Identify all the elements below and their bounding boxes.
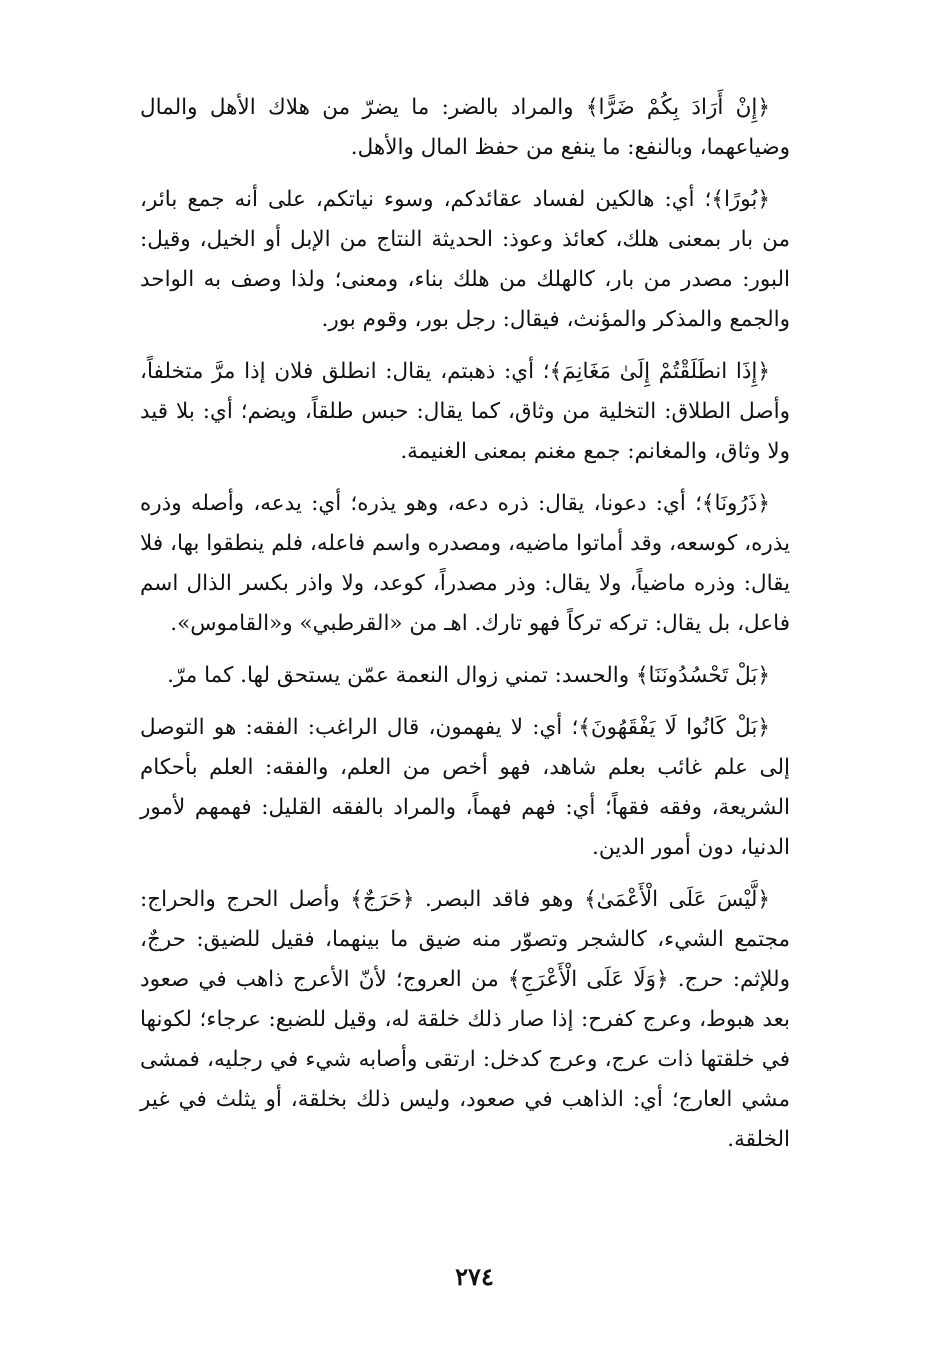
paragraph-1: ﴿إِنْ أَرَادَ بِكُمْ ضَرًّا﴾ والمراد بالضر: ما يضرّ من هلاك الأهل والمال وضياعهما، وبالنفع: ما ينفع من حفظ المال والأهل. bbox=[140, 95, 790, 160]
paragraph-3: ﴿إِذَا انطَلَقْتُمْ إِلَىٰ مَغَانِمَ﴾؛ أي: ذهبتم، يقال: انطلق فلان إذا مرَّ متخلفاً، وأصل الطلاق: التخلية من وثاق، كما يقال: حبس طلقاً، ويضم؛ أي: بلا قيد ولا وثاق، والمغانم: جمع مغنم بمعنى الغنيمة. bbox=[140, 359, 790, 464]
page-number: ٢٧٤ bbox=[455, 1262, 494, 1291]
paragraph-6: ﴿بَلْ كَانُوا لَا يَفْقَهُونَ﴾؛ أي: لا يفهمون، قال الراغب: الفقه: هو التوصل إلى علم غائب بعلم شاهد، فهو أخص من العلم، والفقه: العلم بأحكام الشريعة، وفقه فقهاً؛ أي: فهم فهماً، والمراد بالفقه القليل: فهمهم لأمور الدنيا، دون أمور الدين. bbox=[140, 715, 790, 860]
paragraph-4: ﴿ذَرُونَا﴾؛ أي: دعونا، يقال: ذره دعه، وهو يذره؛ أي: يدعه، وأصله وذره يذره، كوسعه، وقد أماتوا ماضيه، ومصدره واسم فاعله، فلم ينطقوا بها، فلا يقال: وذره ماضياً، ولا يقال: وذر مصدراً، كوعد، ولا واذر بكسر الذال اسم فاعل، بل يقال: تركه تركاً فهو تارك. اهـ من «القرطبي» و«القاموس». bbox=[140, 491, 790, 636]
paragraph-5: ﴿بَلْ تَحْسُدُونَنَا﴾ والحسد: تمني زوال النعمة عمّن يستحق لها. كما مرّ. bbox=[167, 663, 770, 688]
paragraph-2: ﴿بُورًا﴾؛ أي: هالكين لفساد عقائدكم، وسوء نياتكم، على أنه جمع بائر، من بار بمعنى هلك، كعائذ وعوذ: الحديثة النتاج من الإبل أو الخيل، وقيل: البور: مصدر من بار، كالهلك من هلك بناء، ومعنى؛ ولذا وصف به الواحد والجمع والمذكر والمؤنث، فيقال: رجل بور، وقوم بور. bbox=[140, 187, 790, 332]
paragraph-7: ﴿لَّيْسَ عَلَى الْأَعْمَىٰ﴾ وهو فاقد البصر. ﴿حَرَجٌ﴾ وأصل الحرج والحراج: مجتمع الشيء، كالشجر وتصوّر منه ضيق ما بينهما، فقيل للضيق: حرجٌ، وللإثم: حرج. ﴿وَلَا عَلَى الْأَعْرَجِ﴾ من العروج؛ لأنّ الأعرج ذاهب في صعود بعد هبوط، وعرج كفرح: إذا صار ذلك خلقة له، وقيل للضبع: عرجاء؛ لكونها في خلقتها ذات عرج، وعرج كدخل: ارتقى وأصابه شيء في رجليه، فمشى مشي العارج؛ أي: الذاهب في صعود، وليس ذلك بخلقة، أو يثلث في غير الخلقة. bbox=[140, 887, 790, 1152]
main-text bbox=[140, 88, 790, 1172]
